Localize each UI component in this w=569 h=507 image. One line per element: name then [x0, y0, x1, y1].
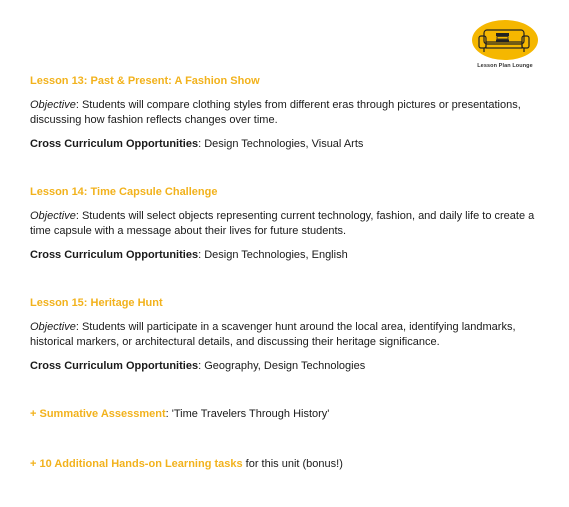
objective [30, 320, 545, 351]
cc-text: : Design Technologies, Visual Arts [198, 137, 364, 150]
logo-text: Lesson Plan Lounge [477, 63, 533, 69]
cross-curriculum [30, 137, 545, 153]
lesson-plan-lounge-logo [470, 18, 540, 74]
objective-label: Objective [30, 209, 76, 222]
cross-curriculum [30, 248, 545, 264]
objective [30, 209, 545, 240]
objective-text: : Students will select objects representing current technology, fashion, and daily life to create a time capsule with a message about their lives for future students. [30, 209, 535, 237]
cross-curriculum [30, 359, 545, 375]
summative-text: : 'Time Travelers Through History' [165, 408, 330, 420]
objective [30, 98, 545, 129]
cc-label: Cross Curriculum Opportunities [30, 248, 199, 261]
cc-text: : Geography, Design Technologies [198, 359, 366, 372]
summative-assessment [30, 407, 545, 423]
lesson-title: Lesson 14: Time Capsule Challenge [30, 186, 218, 198]
cc-label: Cross Curriculum Opportunities [30, 359, 199, 372]
lesson-13 [30, 74, 545, 152]
objective-label: Objective [30, 320, 76, 333]
bonus-tasks [30, 457, 545, 473]
cc-label: Cross Curriculum Opportunities [30, 137, 199, 150]
lesson-15 [30, 296, 545, 374]
objective-text: : Students will participate in a scavenger hunt around the local area, identifying landmarks, historical markers, or architectural details, and discussing their heritage significance. [30, 320, 516, 348]
sofa-icon [470, 18, 540, 64]
document-body [30, 74, 545, 472]
lesson-title: Lesson 13: Past & Present: A Fashion Show [30, 75, 260, 87]
bonus-text: for this unit (bonus!) [242, 457, 343, 470]
lesson-14 [30, 185, 545, 263]
cc-text: : Design Technologies, English [198, 248, 348, 261]
summative-highlight: + Summative Assessment [30, 408, 166, 420]
objective-label: Objective [30, 98, 76, 111]
lesson-title: Lesson 15: Heritage Hunt [30, 297, 163, 309]
bonus-highlight: + 10 Additional Hands-on Learning tasks [30, 457, 243, 470]
objective-text: : Students will compare clothing styles from different eras through pictures or presentations, discussing how fashion reflects changes over time. [30, 98, 521, 126]
